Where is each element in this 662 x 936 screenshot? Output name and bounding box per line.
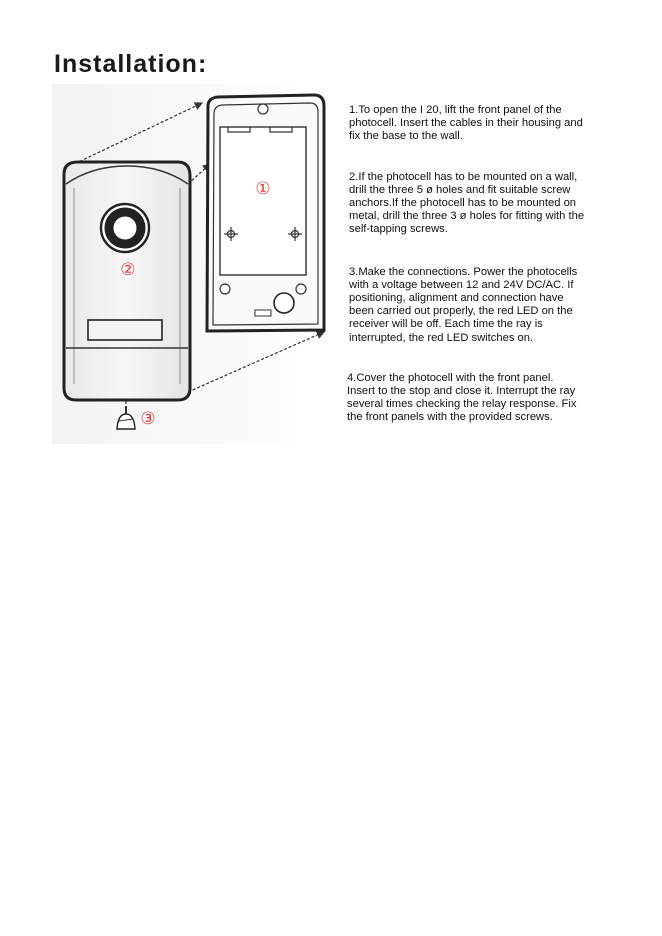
step-3: 3.Make the connections. Power the photocells with a voltage between 12 and 24V DC/AC. If positioning, alignment and connection have been carried out properly, the red LED on the receiver will be off. Each time the ray is interrupted, the red LED switches on. bbox=[349, 265, 578, 344]
callout-3: ③ bbox=[140, 409, 156, 429]
page-title: Installation: bbox=[54, 50, 208, 78]
step-1: 1.To open the I 20, lift the front panel of the photocell. Insert the cables in their housing and fix the base to the wall. bbox=[349, 104, 583, 143]
installation-steps bbox=[349, 104, 621, 425]
callout-2: ② bbox=[120, 260, 136, 280]
installation-diagram bbox=[52, 84, 332, 444]
base-plate-icon bbox=[207, 95, 324, 331]
step-4: 4.Cover the photocell with the front panel. Insert to the stop and close it. Interrupt the ray several times checking the relay response. Fix the front panels with the provided screws. bbox=[347, 371, 577, 424]
step-2: 2.If the photocell has to be mounted on a wall, drill the three 5 ø holes and fit suitable screw anchors.If the photocell has to be mounted on metal, drill the three 3 ø holes for fitting with the self-tapping screws. bbox=[349, 170, 585, 236]
front-panel-icon bbox=[64, 162, 190, 400]
callout-1: ① bbox=[255, 179, 271, 199]
